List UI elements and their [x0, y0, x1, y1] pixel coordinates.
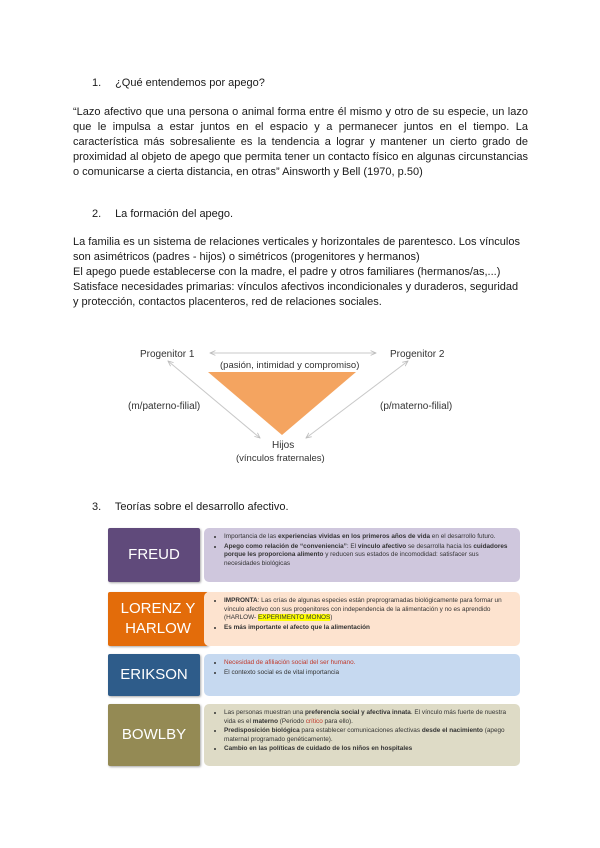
family-text-line-4: Satisface necesidades primarias: vínculos afectivos incondicionales y duraderos, seguridad	[73, 281, 519, 293]
theory-bullet-item	[224, 543, 512, 569]
theory-text-run: para establecer comunicaciones afectivas	[299, 727, 422, 735]
theory-text-run: cuidadores porque les proporciona alimento	[224, 542, 508, 559]
section-1-title: ¿Qué entendemos por apego?	[115, 77, 265, 89]
relations-triangle	[208, 372, 356, 435]
theory-text-run: . El vínculo más fuerte de nuestra vida es el	[224, 709, 507, 725]
theory-bullet-item	[224, 669, 512, 678]
family-text-line-5: y protección, contactos placenteros, red de relaciones sociales.	[73, 296, 382, 308]
section-3-heading	[92, 501, 289, 513]
left-relation-label: (m/paterno-filial)	[128, 401, 201, 412]
theory-label: BOWLBY	[108, 704, 200, 766]
theory-bowlby	[108, 704, 520, 766]
theory-text-run: Necesidad de afiliación social del ser humano.	[224, 659, 356, 666]
family-text-line-3: El apego puede establecerse con la madre, el padre y otros familiares (hermanos/as,...)	[73, 266, 501, 278]
theory-body	[204, 528, 520, 582]
theory-text-run: Es más importante el afecto que la alimentación	[224, 623, 370, 631]
section-2-title: La formación del apego.	[115, 208, 234, 220]
theory-body	[204, 592, 520, 646]
theory-label: ERIKSON	[108, 654, 200, 696]
theory-bullet-item	[224, 624, 512, 633]
theory-bullet-item	[224, 533, 512, 542]
family-text-line-1: La familia es un sistema de relaciones verticales y horizontales de parentesco. Los vínculos	[73, 236, 520, 248]
section-1-heading	[92, 77, 265, 89]
top-relation-label: (pasión, intimidad y compromiso)	[220, 360, 360, 371]
theory-text-run: y reducen sus estados de incomodidad: satisfacer sus necesidades biológicas	[224, 551, 479, 567]
progenitor-2-label: Progenitor 2	[390, 349, 445, 360]
theory-body	[204, 704, 520, 766]
family-text-line-2: son asimétricos (padres - hijos) o simétricos (progenitores y hermanos)	[73, 251, 420, 263]
theory-text-run: para ello).	[322, 717, 353, 725]
theory-body	[204, 654, 520, 696]
family-relations-diagram	[110, 335, 500, 470]
theory-text-run: EXPERIMENTO MONOS	[257, 614, 331, 622]
theory-text-run: experiencias vividas	[278, 533, 341, 540]
theory-bullet-item	[224, 745, 512, 754]
theory-text-run: en el desarrollo futuro.	[430, 533, 496, 540]
section-1-number: 1.	[92, 77, 102, 89]
theory-lorenz-harlow	[108, 592, 520, 646]
right-relation-label: (p/materno-filial)	[380, 401, 453, 412]
theory-freud	[108, 528, 520, 582]
section-2-heading	[92, 208, 233, 220]
theory-erikson	[108, 654, 520, 696]
child-label: Hijos	[272, 440, 295, 451]
theory-label: LORENZ Y HARLOW	[108, 592, 208, 646]
theory-text-run: vínculo afectivo	[357, 542, 407, 550]
theory-label: FREUD	[108, 528, 200, 582]
section-3-number: 3.	[92, 501, 102, 513]
theory-bullet-item	[224, 727, 512, 744]
theory-text-run: Importancia de las	[224, 533, 278, 540]
theory-text-run: desde el nacimiento	[421, 727, 483, 735]
apego-definition-quote: “Lazo afectivo que una persona o animal forma entre él mismo y otro de su especie, un lazo que le impulsa a estar juntos en el espacio y a permanecer juntos en el tiempo. La característica más sobresaliente es la tendencia a lograr y mantener un cierto grado de proximidad al objeto de apego que permita tener un contacto físico en algunas circunstancias o comunicarse a cierta distancia, en otras” Ainsworth y Bell (1970, p.50)	[73, 106, 528, 178]
theory-text-run: IMPRONTA	[224, 597, 258, 604]
theory-text-run: : El	[346, 542, 358, 550]
theory-text-run: se desarrolla hacia los	[406, 542, 474, 550]
theory-text-run: : Las crías de algunas especies están preprogramadas biológicamente para formar un vínculo afectivo con sus progenitores con independencia de la alimentación y no es aprendido (HARLOW-	[224, 597, 502, 622]
theory-text-run: (apego maternal programado genéticamente).	[224, 727, 505, 743]
theory-text-run: Las personas muestran una	[224, 709, 305, 716]
child-relation-label: (vínculos fraternales)	[236, 453, 325, 464]
progenitor-1-label: Progenitor 1	[140, 349, 195, 360]
theory-bullet-item	[224, 597, 512, 623]
theory-text-run: (Periodo	[278, 717, 306, 725]
theory-text-run: materno	[252, 717, 278, 725]
theory-text-run: )	[330, 614, 333, 622]
theory-text-run: preferencia social y afectiva innata	[305, 709, 411, 716]
theory-text-run: en los primeros años de vida	[341, 533, 431, 540]
section-3-title: Teorías sobre el desarrollo afectivo.	[114, 501, 289, 513]
theory-text-run: El contexto social es de vital importancia	[224, 668, 340, 676]
theory-text-run: Apego como relación de “conveniencia”	[224, 542, 347, 550]
theory-text-run: crítico	[305, 717, 323, 725]
section-2-number: 2.	[92, 208, 102, 220]
theory-bullet-item	[224, 709, 512, 726]
theory-bullet-item	[224, 659, 512, 668]
theory-text-run: Predisposición biológica	[224, 727, 300, 735]
theory-text-run: Cambio en las políticas de cuidado de los niños en hospitales	[224, 745, 413, 753]
